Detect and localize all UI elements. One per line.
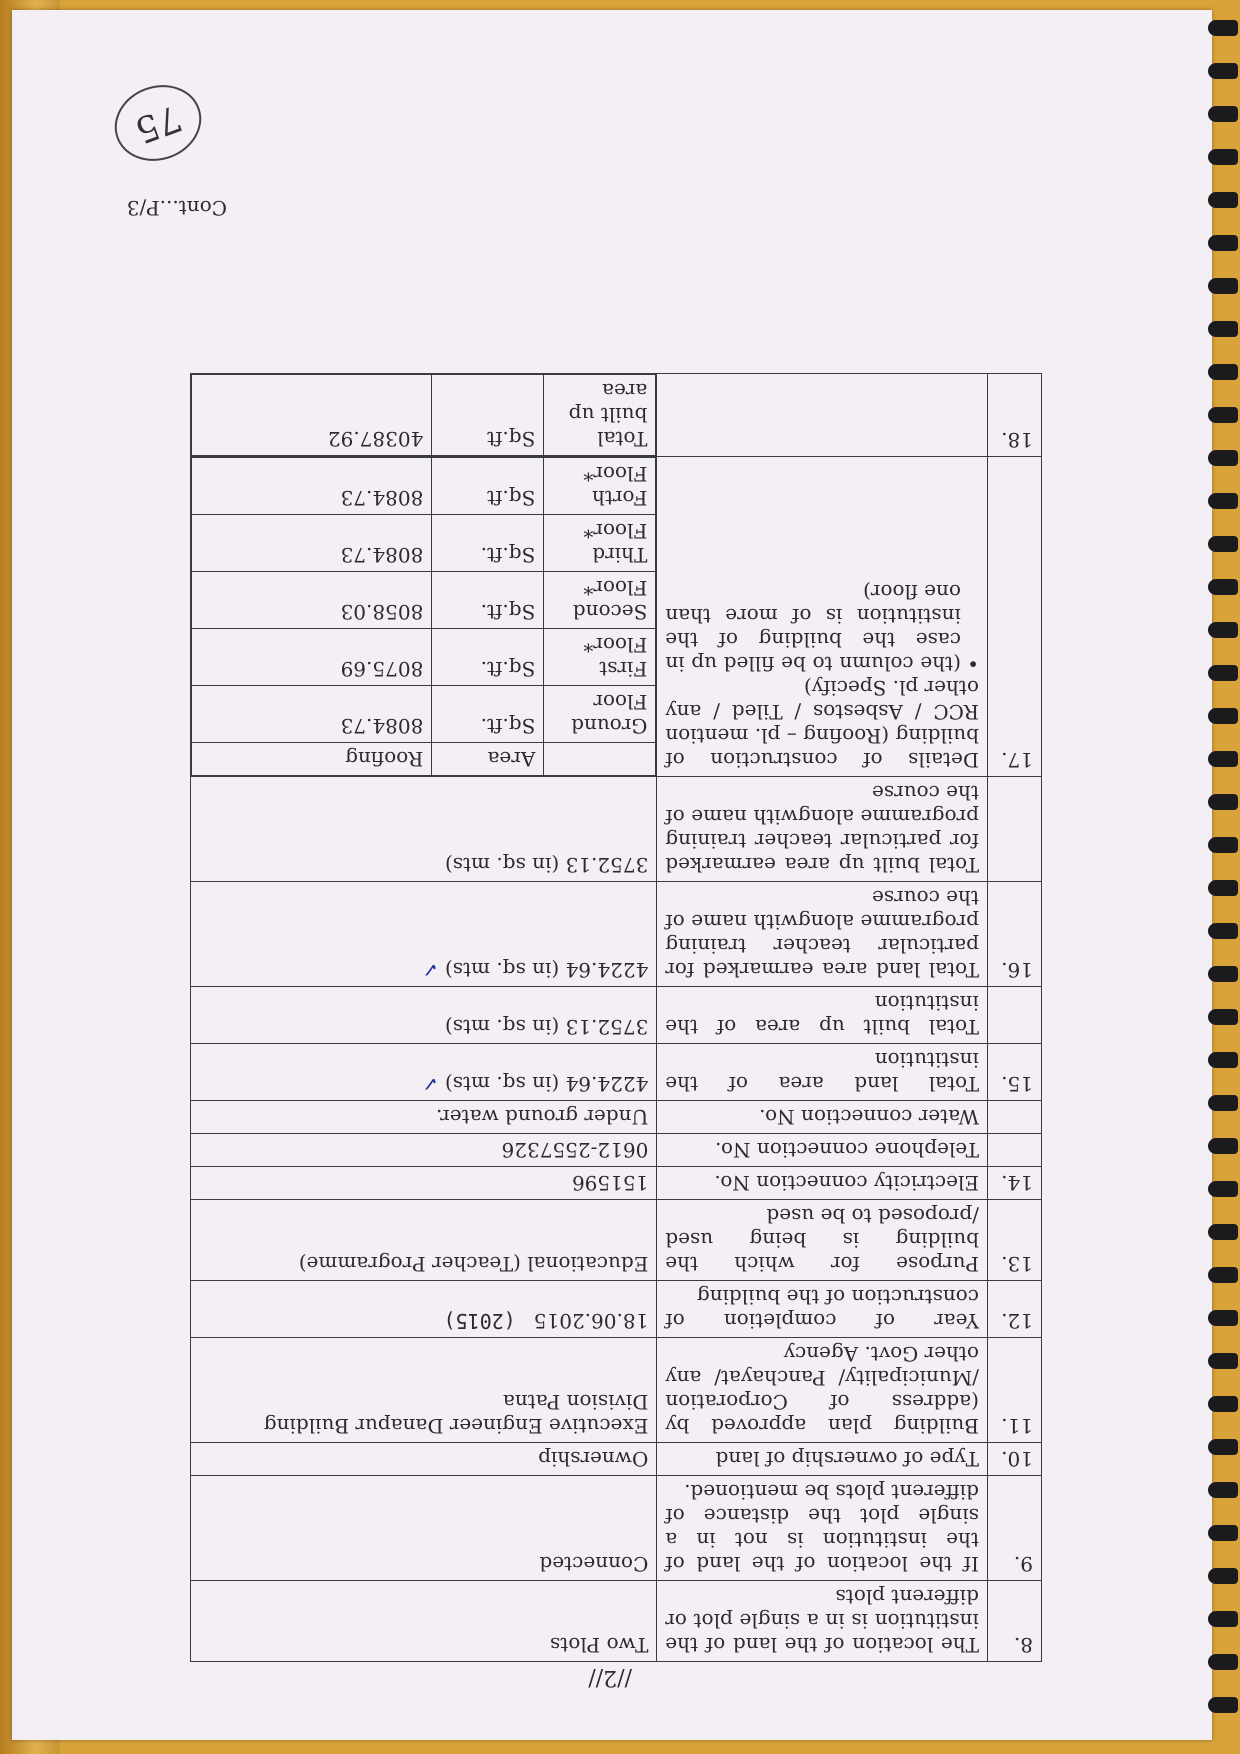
binding-ring [1208, 1482, 1238, 1498]
row-question: The location of the land of the institution is in a single plot or different plots [657, 1581, 988, 1662]
roofing-header: Roofing [192, 743, 432, 776]
table-row [191, 777, 1042, 882]
table-row [191, 1581, 1042, 1662]
total-value: 40387.92 [192, 375, 432, 456]
binding-ring [1208, 1568, 1238, 1584]
binding-ring [1208, 1525, 1238, 1541]
binding-ring [1208, 149, 1238, 165]
floor-value: 8084.73 [192, 458, 432, 515]
floor-unit: Sq.ft. [432, 686, 544, 743]
floor-label: First Floor* [544, 629, 656, 686]
row-answer [191, 987, 657, 1044]
row-question: Total built up area earmarked for particular teacher training programme alongwith name of the course [657, 777, 988, 882]
row-number: 8. [987, 1581, 1041, 1662]
check-mark-icon: ✓ [421, 958, 439, 982]
row-number: 15. [987, 1044, 1041, 1101]
binding-ring [1208, 1224, 1238, 1240]
row-question: Electricity connection No. [657, 1167, 988, 1200]
row-answer [191, 1134, 657, 1167]
binding-ring [1208, 321, 1238, 337]
binding-ring [1208, 278, 1238, 294]
table-row-18 [191, 374, 1042, 457]
binding-ring [1208, 1095, 1238, 1111]
row-answer [191, 882, 657, 987]
row-number: 9. [987, 1476, 1041, 1581]
binding-ring [1208, 708, 1238, 724]
table-row [191, 1044, 1042, 1101]
binding-ring [1208, 923, 1238, 939]
floor-label: Forth Floor* [544, 458, 656, 515]
row-answer [191, 1200, 657, 1281]
row-number [987, 1134, 1041, 1167]
row-number: 17. [987, 457, 1041, 777]
binding-ring [1208, 880, 1238, 896]
row-number: 12. [987, 1281, 1041, 1338]
answer-text: 4224.64 (in sq. mts) [444, 1072, 649, 1096]
table-row [191, 1167, 1042, 1200]
floor-row [192, 458, 656, 515]
row-number [987, 987, 1041, 1044]
check-mark-icon: ✓ [421, 1072, 439, 1096]
binding-ring [1208, 579, 1238, 595]
row-answer [191, 1167, 657, 1200]
table-row [191, 1338, 1042, 1443]
floor-header-row [192, 743, 656, 776]
binding-ring [1208, 751, 1238, 767]
floor-unit: Sq.ft. [432, 629, 544, 686]
row-answer [191, 1476, 657, 1581]
row-answer [191, 1044, 657, 1101]
page-marker: //2// [588, 1665, 632, 1690]
answer-text: Under ground water. [436, 1105, 649, 1129]
answer-text: Ownership [538, 1447, 649, 1471]
floor-unit: Sq.ft [432, 458, 544, 515]
answer-text: 151596 [571, 1171, 649, 1195]
floor-row [192, 686, 656, 743]
row-question: Total land area of the institution [657, 1044, 988, 1101]
page-number-stamp: 75 [104, 73, 212, 173]
floor-unit: Sq.ft. [432, 515, 544, 572]
row-number: 10. [987, 1443, 1041, 1476]
binding-ring [1208, 192, 1238, 208]
floor-unit: Sq.ft. [432, 572, 544, 629]
row-number: 14. [987, 1167, 1041, 1200]
row-number: 18. [987, 374, 1041, 457]
binding-ring [1208, 1052, 1238, 1068]
binding-ring [1208, 106, 1238, 122]
answer-text: Executive Engineer Danapur Building Division Patna [263, 1390, 649, 1438]
row-answer [191, 374, 657, 457]
answer-text: Connected [539, 1552, 649, 1576]
binding-ring [1208, 1396, 1238, 1412]
area-header: Area [432, 743, 544, 776]
floor-header [544, 743, 656, 776]
binding-ring [1208, 1138, 1238, 1154]
row-question: Water connection No. [657, 1101, 988, 1134]
answer-text: Two Plots [549, 1633, 649, 1657]
row-question: Type of ownership of land [657, 1443, 988, 1476]
row-question: Year of completion of construction of the building [657, 1281, 988, 1338]
floor-value: 8075.69 [192, 629, 432, 686]
binding-ring [1208, 1697, 1238, 1713]
row-number [987, 1101, 1041, 1134]
continuation-note: Cont...P/3 [126, 196, 227, 220]
table-row-17 [191, 457, 1042, 777]
row-question: Total built up area of the institution [657, 987, 988, 1044]
row-answer [191, 1281, 657, 1338]
row-question [657, 374, 988, 457]
row-number: 13. [987, 1200, 1041, 1281]
binding-ring [1208, 794, 1238, 810]
row-question: Building plan approved by (address of Corporation /Municipality/ Panchayat/ any other Govt. Agency [657, 1338, 988, 1443]
document-page [12, 10, 1212, 1740]
binding-ring [1208, 235, 1238, 251]
table-row [191, 882, 1042, 987]
floor-row [192, 629, 656, 686]
binding-ring [1208, 450, 1238, 466]
binding-ring [1208, 20, 1238, 36]
row-number: 11. [987, 1338, 1041, 1443]
answer-text: 0612-2557326 [501, 1138, 649, 1162]
binding-ring [1208, 622, 1238, 638]
row-number [987, 777, 1041, 882]
table-row [191, 1476, 1042, 1581]
row-answer [191, 777, 657, 882]
answer-text: 3752.13 (in sq. mts) [444, 853, 649, 877]
table-row [191, 1443, 1042, 1476]
binding-ring [1208, 364, 1238, 380]
construction-note: • (the column to be filled up in case the building of the institution is of more than one floor) [665, 580, 979, 676]
row-number: 16. [987, 882, 1041, 987]
floor-row [192, 515, 656, 572]
binding-ring [1208, 407, 1238, 423]
row-answer [191, 1581, 657, 1662]
binding-ring [1208, 837, 1238, 853]
table-row [191, 1200, 1042, 1281]
row-answer [191, 1338, 657, 1443]
floor-row [192, 572, 656, 629]
table-row [191, 1101, 1042, 1134]
floor-value: 8084.73 [192, 515, 432, 572]
binding-ring [1208, 1353, 1238, 1369]
binding-ring [1208, 1439, 1238, 1455]
binding-ring [1208, 1267, 1238, 1283]
table-row [191, 1281, 1042, 1338]
binding-ring [1208, 1611, 1238, 1627]
construction-question: Details of construction of building (Roofing – pl. mention RCC / Asbestos / Tiled / any other pl. Specify) [665, 676, 979, 772]
row-question: Total land area earmarked for particular teacher training programme alongwith name of the course [657, 882, 988, 987]
row-question: Purpose for which the building is being used /proposed to be used [657, 1200, 988, 1281]
floor-value: 8084.73 [192, 686, 432, 743]
floor-area-table [191, 457, 656, 776]
total-label: Total built up area [544, 375, 656, 456]
details-table [190, 373, 1042, 1662]
binding-ring [1208, 1310, 1238, 1326]
total-unit: Sq.ft [432, 375, 544, 456]
answer-text: Educational (Teacher Programme) [298, 1252, 649, 1276]
binding-ring [1208, 665, 1238, 681]
floor-label: Second Floor* [544, 572, 656, 629]
binding-ring [1208, 1009, 1238, 1025]
floor-value: 8058.03 [192, 572, 432, 629]
row-answer [191, 457, 657, 777]
row-answer [191, 1443, 657, 1476]
binding-ring [1208, 536, 1238, 552]
row-question [657, 457, 988, 777]
row-question: Telephone connection No. [657, 1134, 988, 1167]
floor-label: Third Floor* [544, 515, 656, 572]
answer-text: 4224.64 (in sq. mts) [444, 958, 649, 982]
table-row [191, 987, 1042, 1044]
binding-ring [1208, 1654, 1238, 1670]
answer-text: 3752.13 (in sq. mts) [444, 1015, 649, 1039]
binding-ring [1208, 493, 1238, 509]
floor-label: Ground Floor [544, 686, 656, 743]
table-row [191, 1134, 1042, 1167]
handwritten-note: (2015) [443, 1309, 516, 1333]
binding-ring [1208, 63, 1238, 79]
binding-ring [1208, 966, 1238, 982]
row-question: If the location of the land of the institution is not in a single plot the distance of different plots be mentioned. [657, 1476, 988, 1581]
binding-ring [1208, 1181, 1238, 1197]
answer-text: 18.06.2015 [533, 1309, 649, 1333]
total-area-table [191, 374, 656, 456]
row-answer [191, 1101, 657, 1134]
